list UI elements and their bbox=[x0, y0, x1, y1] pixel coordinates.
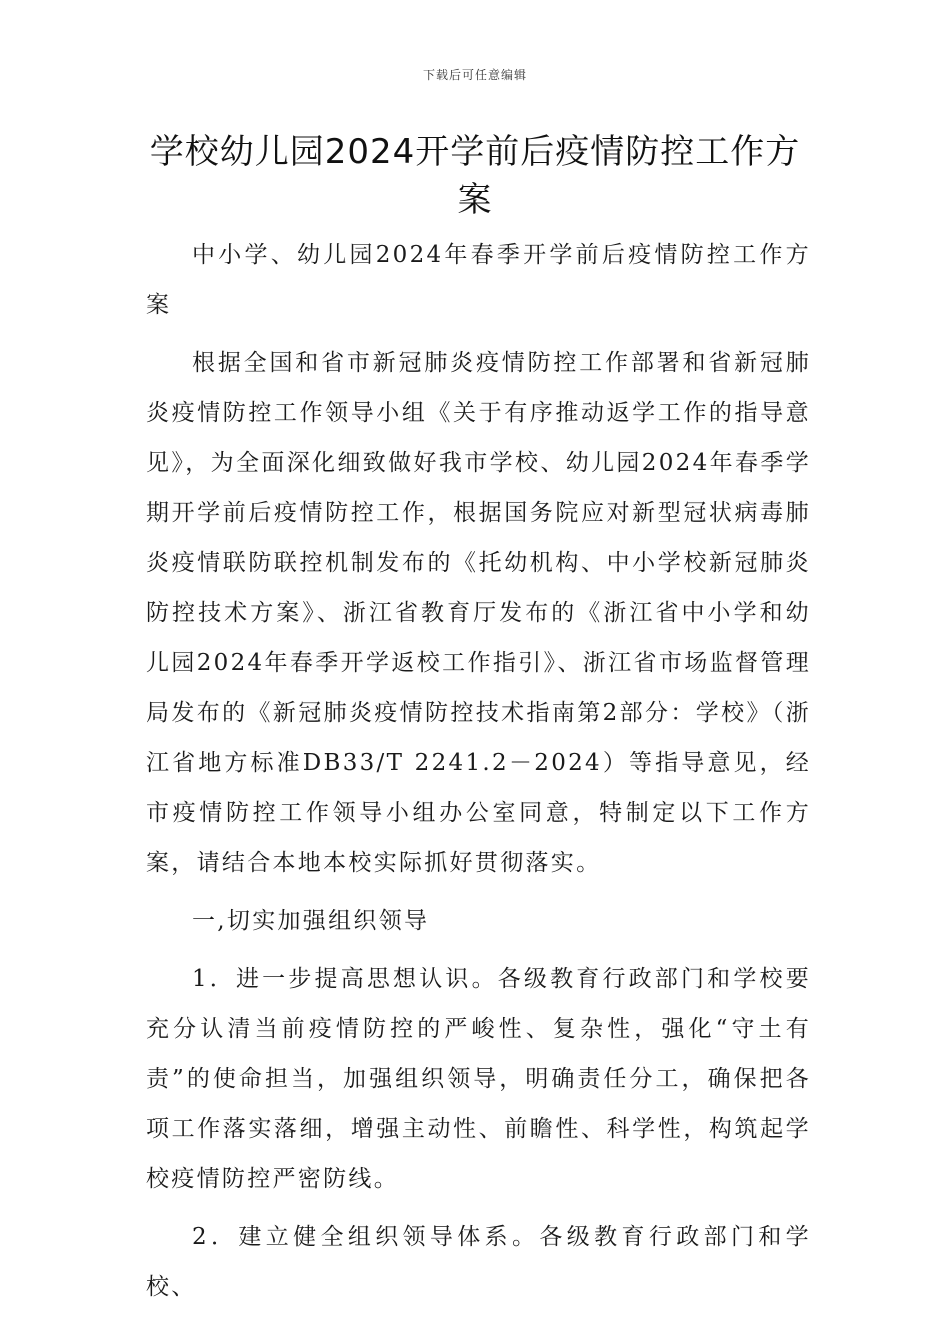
section-heading: 一,切实加强组织领导 bbox=[192, 908, 430, 934]
header-note: 下载后可任意编辑 bbox=[422, 68, 527, 82]
document-title: 学校幼儿园2024开学前后疫情防控工作方案 bbox=[149, 132, 801, 220]
intro-paragraph: 根据全国和省市新冠肺炎疫情防控工作部署和省新冠肺炎疫情防控工作领导小组《关于有序推动返学工作的指导意见》，为全面深化细致做好我市学校、幼儿园2024年春季学期开学前后疫情防控工作，根据国务院应对新型冠状病毒肺炎疫情联防联控机制发布的《托幼机构、中小学校新冠肺炎防控技术方案》、浙江省教育厅发布的《浙江省中小学和幼儿园2024年春季开学返校工作指引》、浙江省市场监督管理局发布的《新冠肺炎疫情防控技术指南第2部分：学校》（浙江省地方标准DB33/T 2241.2－2024）等指导意见，经市疫情防控工作领导小组办公室同意，特制定以下工作方案，请结合本地本校实际抓好贯彻落实。 bbox=[146, 350, 811, 876]
document-body bbox=[146, 230, 811, 1312]
item-1-paragraph: 1．进一步提高思想认识。各级教育行政部门和学校要充分认清当前疫情防控的严峻性、复杂性，强化“守土有责”的使命担当，加强组织领导，明确责任分工，确保把各项工作落实落细，增强主动性、前瞻性、科学性，构筑起学校疫情防控严密防线。 bbox=[146, 966, 811, 1192]
item-2-paragraph: 2．建立健全组织领导体系。各级教育行政部门和学校、 bbox=[146, 1224, 811, 1300]
subtitle-paragraph: 中小学、幼儿园2024年春季开学前后疫情防控工作方案 bbox=[146, 242, 811, 318]
